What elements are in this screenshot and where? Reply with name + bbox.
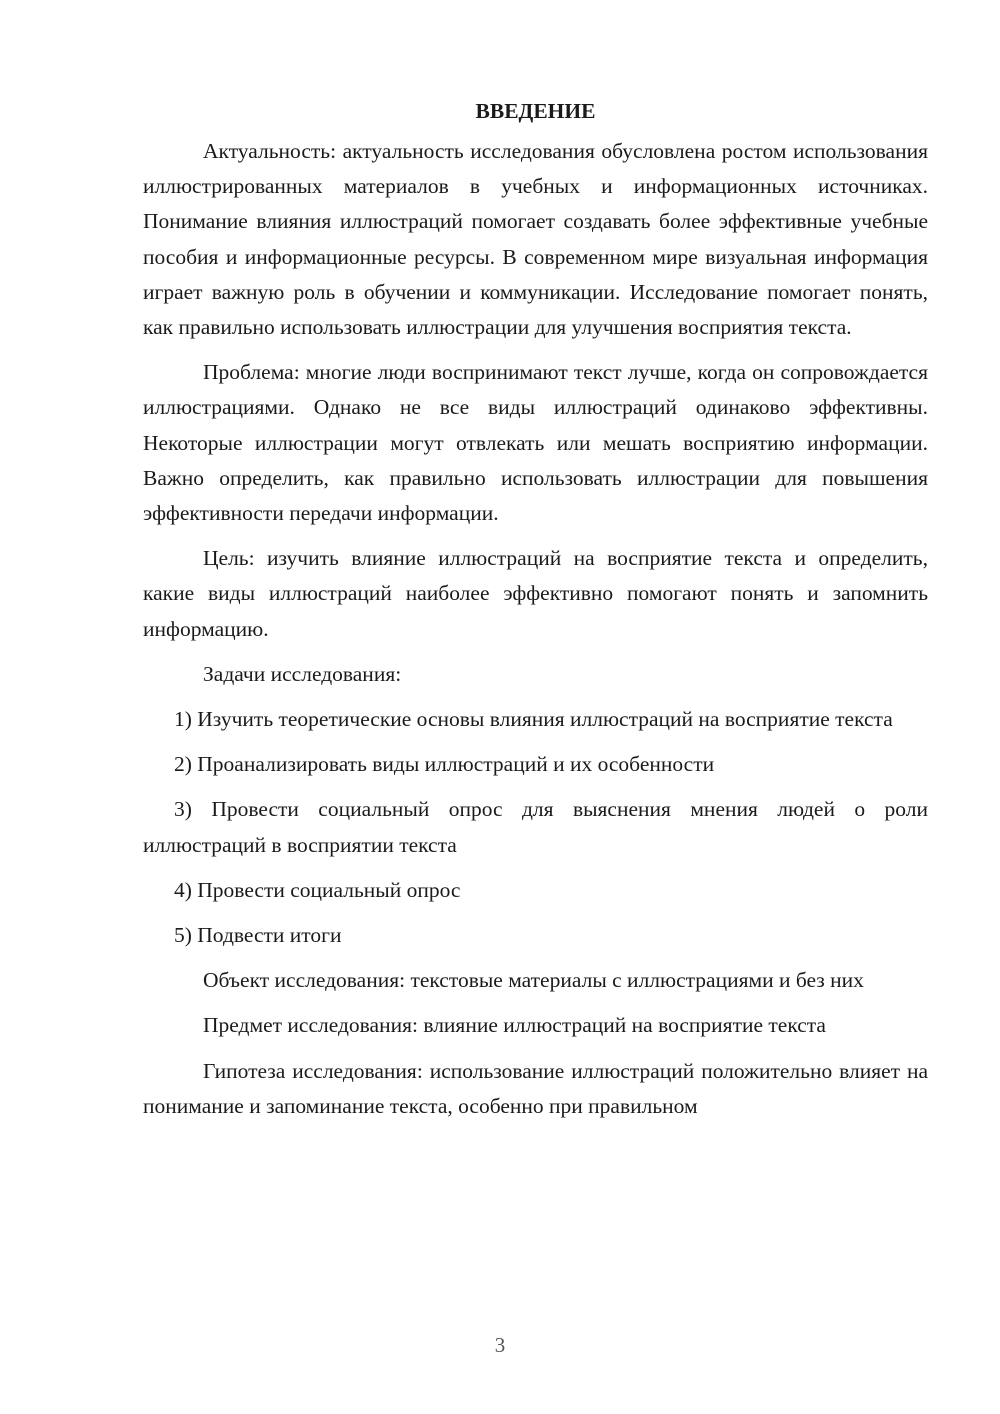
task-item: 1) Изучить теоретические основы влияния иллюстраций на восприятие текста [174,707,893,732]
task-item: 3) Провести социальный опрос для выяснения мнения людей о роли иллюстраций в восприятии текста [143,797,928,857]
document-page [143,96,928,1134]
paragraph-object: Объект исследования: текстовые материалы с иллюстрациями и без них [203,968,864,993]
tasks-heading: Задачи исследования: [203,661,402,686]
task-item: 2) Проанализировать виды иллюстраций и их особенности [174,752,715,777]
paragraph-hypothesis: Гипотеза исследования: использование иллюстраций положительно влияет на понимание и запоминание текста, особенно при правильном [143,1058,928,1118]
document-title: ВВЕДЕНИЕ [475,99,596,123]
paragraph-problem: Проблема: многие люди воспринимают текст лучше, когда он сопровождается иллюстрациями. Однако не все виды иллюстраций одинаково эффективны. Некоторые иллюстрации могут отвлекать или мешать восприятию информации. Важно определить, как правильно использовать иллюстрации для повышения эффективности передачи информации. [143,360,928,526]
paragraph-relevance: Актуальность: актуальность исследования обусловлена ростом использования иллюстрированных материалов в учебных и информационных источниках. Понимание влияния иллюстраций помогает создавать более эффективные учебные пособия и информационные ресурсы. В современном мире визуальная информация играет важную роль в обучении и коммуникации. Исследование помогает понять, как правильно использовать иллюстрации для улучшения восприятия текста. [143,139,928,340]
paragraph-goal: Цель: изучить влияние иллюстраций на восприятие текста и определить, какие виды иллюстраций наиболее эффективно помогают понять и запомнить информацию. [143,546,928,641]
page-number: 3 [494,1333,506,1357]
task-item: 4) Провести социальный опрос [174,877,461,902]
task-item: 5) Подвести итоги [174,923,342,948]
paragraph-subject: Предмет исследования: влияние иллюстраций на восприятие текста [203,1013,826,1038]
